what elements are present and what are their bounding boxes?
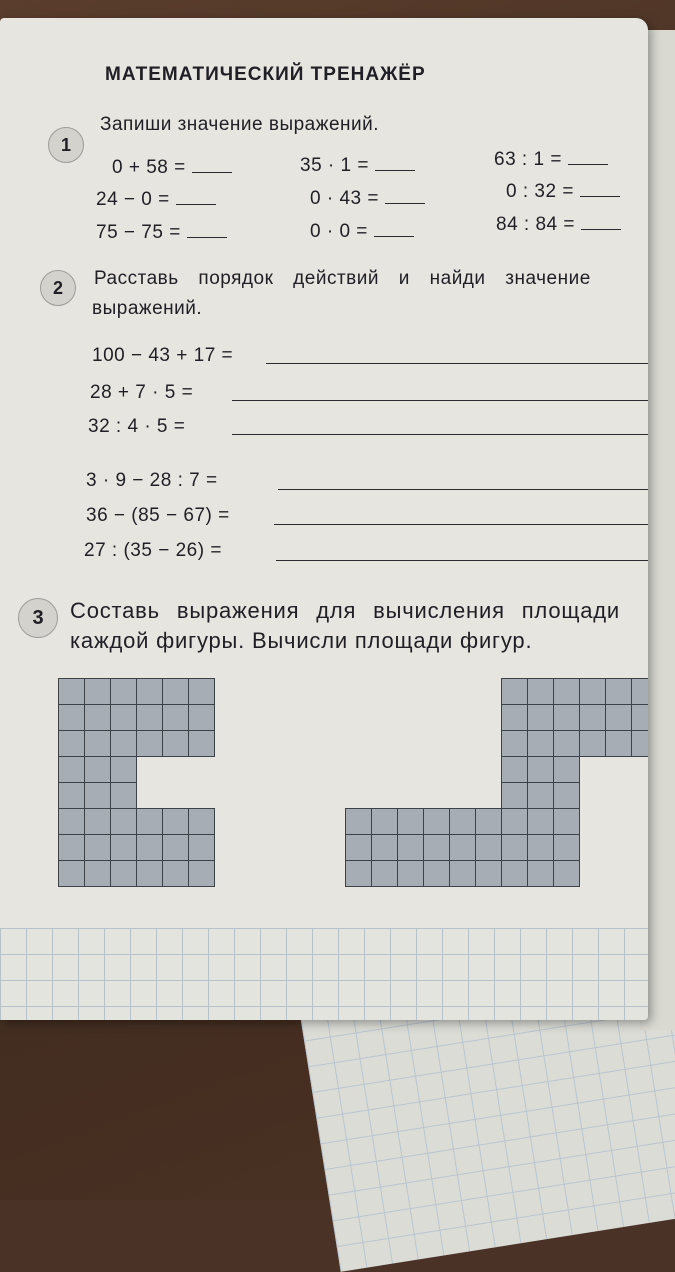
answer-blank[interactable] (374, 218, 414, 237)
task2-expr-3: 32 : 4 · 5 = (88, 416, 186, 437)
grid-cell (188, 834, 215, 861)
grid-cell (84, 808, 111, 835)
grid-cell (162, 860, 189, 887)
task1-expr-9 (496, 211, 621, 236)
grid-cell (110, 834, 137, 861)
answer-blank[interactable] (385, 185, 425, 204)
grid-cell (553, 678, 580, 705)
grid-cell (110, 678, 137, 705)
answer-line[interactable] (232, 400, 648, 401)
answer-blank[interactable] (568, 146, 608, 165)
grid-cell (527, 782, 554, 809)
grid-cell (397, 808, 424, 835)
grid-cell (110, 860, 137, 887)
grid-cell (110, 808, 137, 835)
task1-expr-1 (112, 154, 232, 179)
expr-text: 63 : 1 = (494, 149, 562, 170)
grid-cell (188, 704, 215, 731)
grid-cell (553, 756, 580, 783)
task3-instruction-line1: Составь выражения для вычисления площади (70, 598, 621, 623)
grid-cell (188, 730, 215, 757)
grid-cell (423, 860, 450, 887)
grid-cell (162, 678, 189, 705)
grid-cell (579, 678, 606, 705)
answer-blank[interactable] (581, 211, 621, 230)
expr-text: 35 · 1 = (300, 155, 369, 176)
grid-cell (84, 834, 111, 861)
task2-instruction-line2: выражений. (92, 298, 203, 319)
grid-cell (449, 834, 476, 861)
grid-cell (501, 860, 528, 887)
grid-cell (58, 678, 85, 705)
expr-text: 0 + 58 = (112, 157, 186, 178)
grid-cell (371, 834, 398, 861)
answer-blank[interactable] (192, 154, 232, 173)
grid-cell (527, 756, 554, 783)
grid-cell (58, 782, 85, 809)
grid-cell (188, 860, 215, 887)
answer-line[interactable] (276, 560, 648, 561)
workbook-page (0, 18, 648, 1020)
grid-cell (136, 860, 163, 887)
grid-cell (449, 808, 476, 835)
task-number-2: 2 (40, 270, 76, 306)
grid-cell (397, 860, 424, 887)
grid-cell (84, 678, 111, 705)
grid-cell (553, 704, 580, 731)
grid-cell (136, 678, 163, 705)
grid-cell (423, 834, 450, 861)
answer-line[interactable] (232, 434, 648, 435)
grid-cell (527, 704, 554, 731)
task1-expr-7 (494, 146, 608, 171)
expr-text: 24 − 0 = (96, 189, 170, 210)
grid-cell (58, 834, 85, 861)
task1-expr-8 (506, 178, 620, 203)
grid-cell (84, 860, 111, 887)
grid-cell (553, 860, 580, 887)
grid-cell (371, 808, 398, 835)
grid-cell (162, 808, 189, 835)
grid-cell (553, 782, 580, 809)
grid-cell (605, 678, 632, 705)
answer-line[interactable] (278, 489, 648, 490)
answer-line[interactable] (266, 363, 648, 364)
task-number-1: 1 (48, 127, 84, 163)
task1-expr-3 (96, 219, 227, 244)
task3-instruction (70, 596, 620, 656)
task1-expr-4 (300, 152, 415, 177)
grid-cell (345, 834, 372, 861)
grid-cell (501, 678, 528, 705)
grid-cell (84, 730, 111, 757)
grid-cell (397, 834, 424, 861)
grid-cell (579, 730, 606, 757)
graph-paper-strip (0, 928, 648, 1020)
grid-cell (605, 704, 632, 731)
grid-cell (475, 834, 502, 861)
grid-cell (501, 808, 528, 835)
task1-expr-5 (310, 185, 425, 210)
grid-cell (501, 782, 528, 809)
grid-cell (84, 704, 111, 731)
grid-cell (136, 834, 163, 861)
task1-expr-2 (96, 186, 216, 211)
task3-instruction-line2: каждой фигуры. Вычисли площади фигур. (70, 628, 533, 653)
grid-cell (110, 782, 137, 809)
grid-cell (605, 730, 632, 757)
answer-blank[interactable] (375, 152, 415, 171)
grid-cell (501, 704, 528, 731)
grid-cell (631, 678, 648, 705)
grid-cell (110, 756, 137, 783)
answer-blank[interactable] (187, 219, 227, 238)
grid-cell (58, 808, 85, 835)
figure-left (58, 678, 223, 898)
answer-line[interactable] (274, 524, 648, 525)
page-title: МАТЕМАТИЧЕСКИЙ ТРЕНАЖЁР (105, 64, 426, 85)
grid-cell (475, 808, 502, 835)
expr-text: 75 − 75 = (96, 222, 181, 243)
grid-cell (58, 756, 85, 783)
grid-cell (136, 730, 163, 757)
expr-text: 0 : 32 = (506, 181, 574, 202)
figure-right (345, 678, 648, 898)
grid-cell (58, 730, 85, 757)
expr-text: 84 : 84 = (496, 214, 575, 235)
grid-cell (345, 808, 372, 835)
grid-cell (58, 860, 85, 887)
grid-cell (553, 808, 580, 835)
task-number-3: 3 (18, 598, 58, 638)
task2-expr-5: 36 − (85 − 67) = (86, 505, 230, 526)
answer-blank[interactable] (176, 186, 216, 205)
grid-cell (553, 834, 580, 861)
task2-expr-6: 27 : (35 − 26) = (84, 540, 222, 561)
grid-cell (58, 704, 85, 731)
task2-expr-2: 28 + 7 · 5 = (90, 382, 194, 403)
grid-cell (84, 782, 111, 809)
grid-cell (423, 808, 450, 835)
grid-cell (449, 860, 476, 887)
grid-cell (162, 704, 189, 731)
grid-cell (136, 704, 163, 731)
grid-cell (501, 756, 528, 783)
grid-cell (553, 730, 580, 757)
grid-cell (527, 678, 554, 705)
grid-cell (188, 678, 215, 705)
grid-cell (84, 756, 111, 783)
grid-cell (345, 860, 372, 887)
task1-instruction: Запиши значение выражений. (100, 114, 380, 135)
grid-cell (579, 704, 606, 731)
expr-text: 0 · 43 = (310, 188, 379, 209)
grid-cell (631, 704, 648, 731)
grid-cell (371, 860, 398, 887)
grid-cell (527, 808, 554, 835)
grid-cell (527, 834, 554, 861)
grid-cell (631, 730, 648, 757)
grid-cell (527, 860, 554, 887)
task2-expr-4: 3 · 9 − 28 : 7 = (86, 470, 218, 491)
task2-instruction-line1: Расставь порядок действий и найди значение (94, 268, 591, 289)
grid-cell (501, 834, 528, 861)
grid-cell (475, 860, 502, 887)
grid-cell (162, 730, 189, 757)
grid-cell (162, 834, 189, 861)
grid-cell (110, 730, 137, 757)
task2-expr-1: 100 − 43 + 17 = (92, 345, 234, 366)
grid-cell (110, 704, 137, 731)
grid-cell (527, 730, 554, 757)
expr-text: 0 · 0 = (310, 221, 368, 242)
grid-cell (501, 730, 528, 757)
grid-cell (136, 808, 163, 835)
task1-expr-6 (310, 218, 414, 243)
grid-cell (188, 808, 215, 835)
answer-blank[interactable] (580, 178, 620, 197)
